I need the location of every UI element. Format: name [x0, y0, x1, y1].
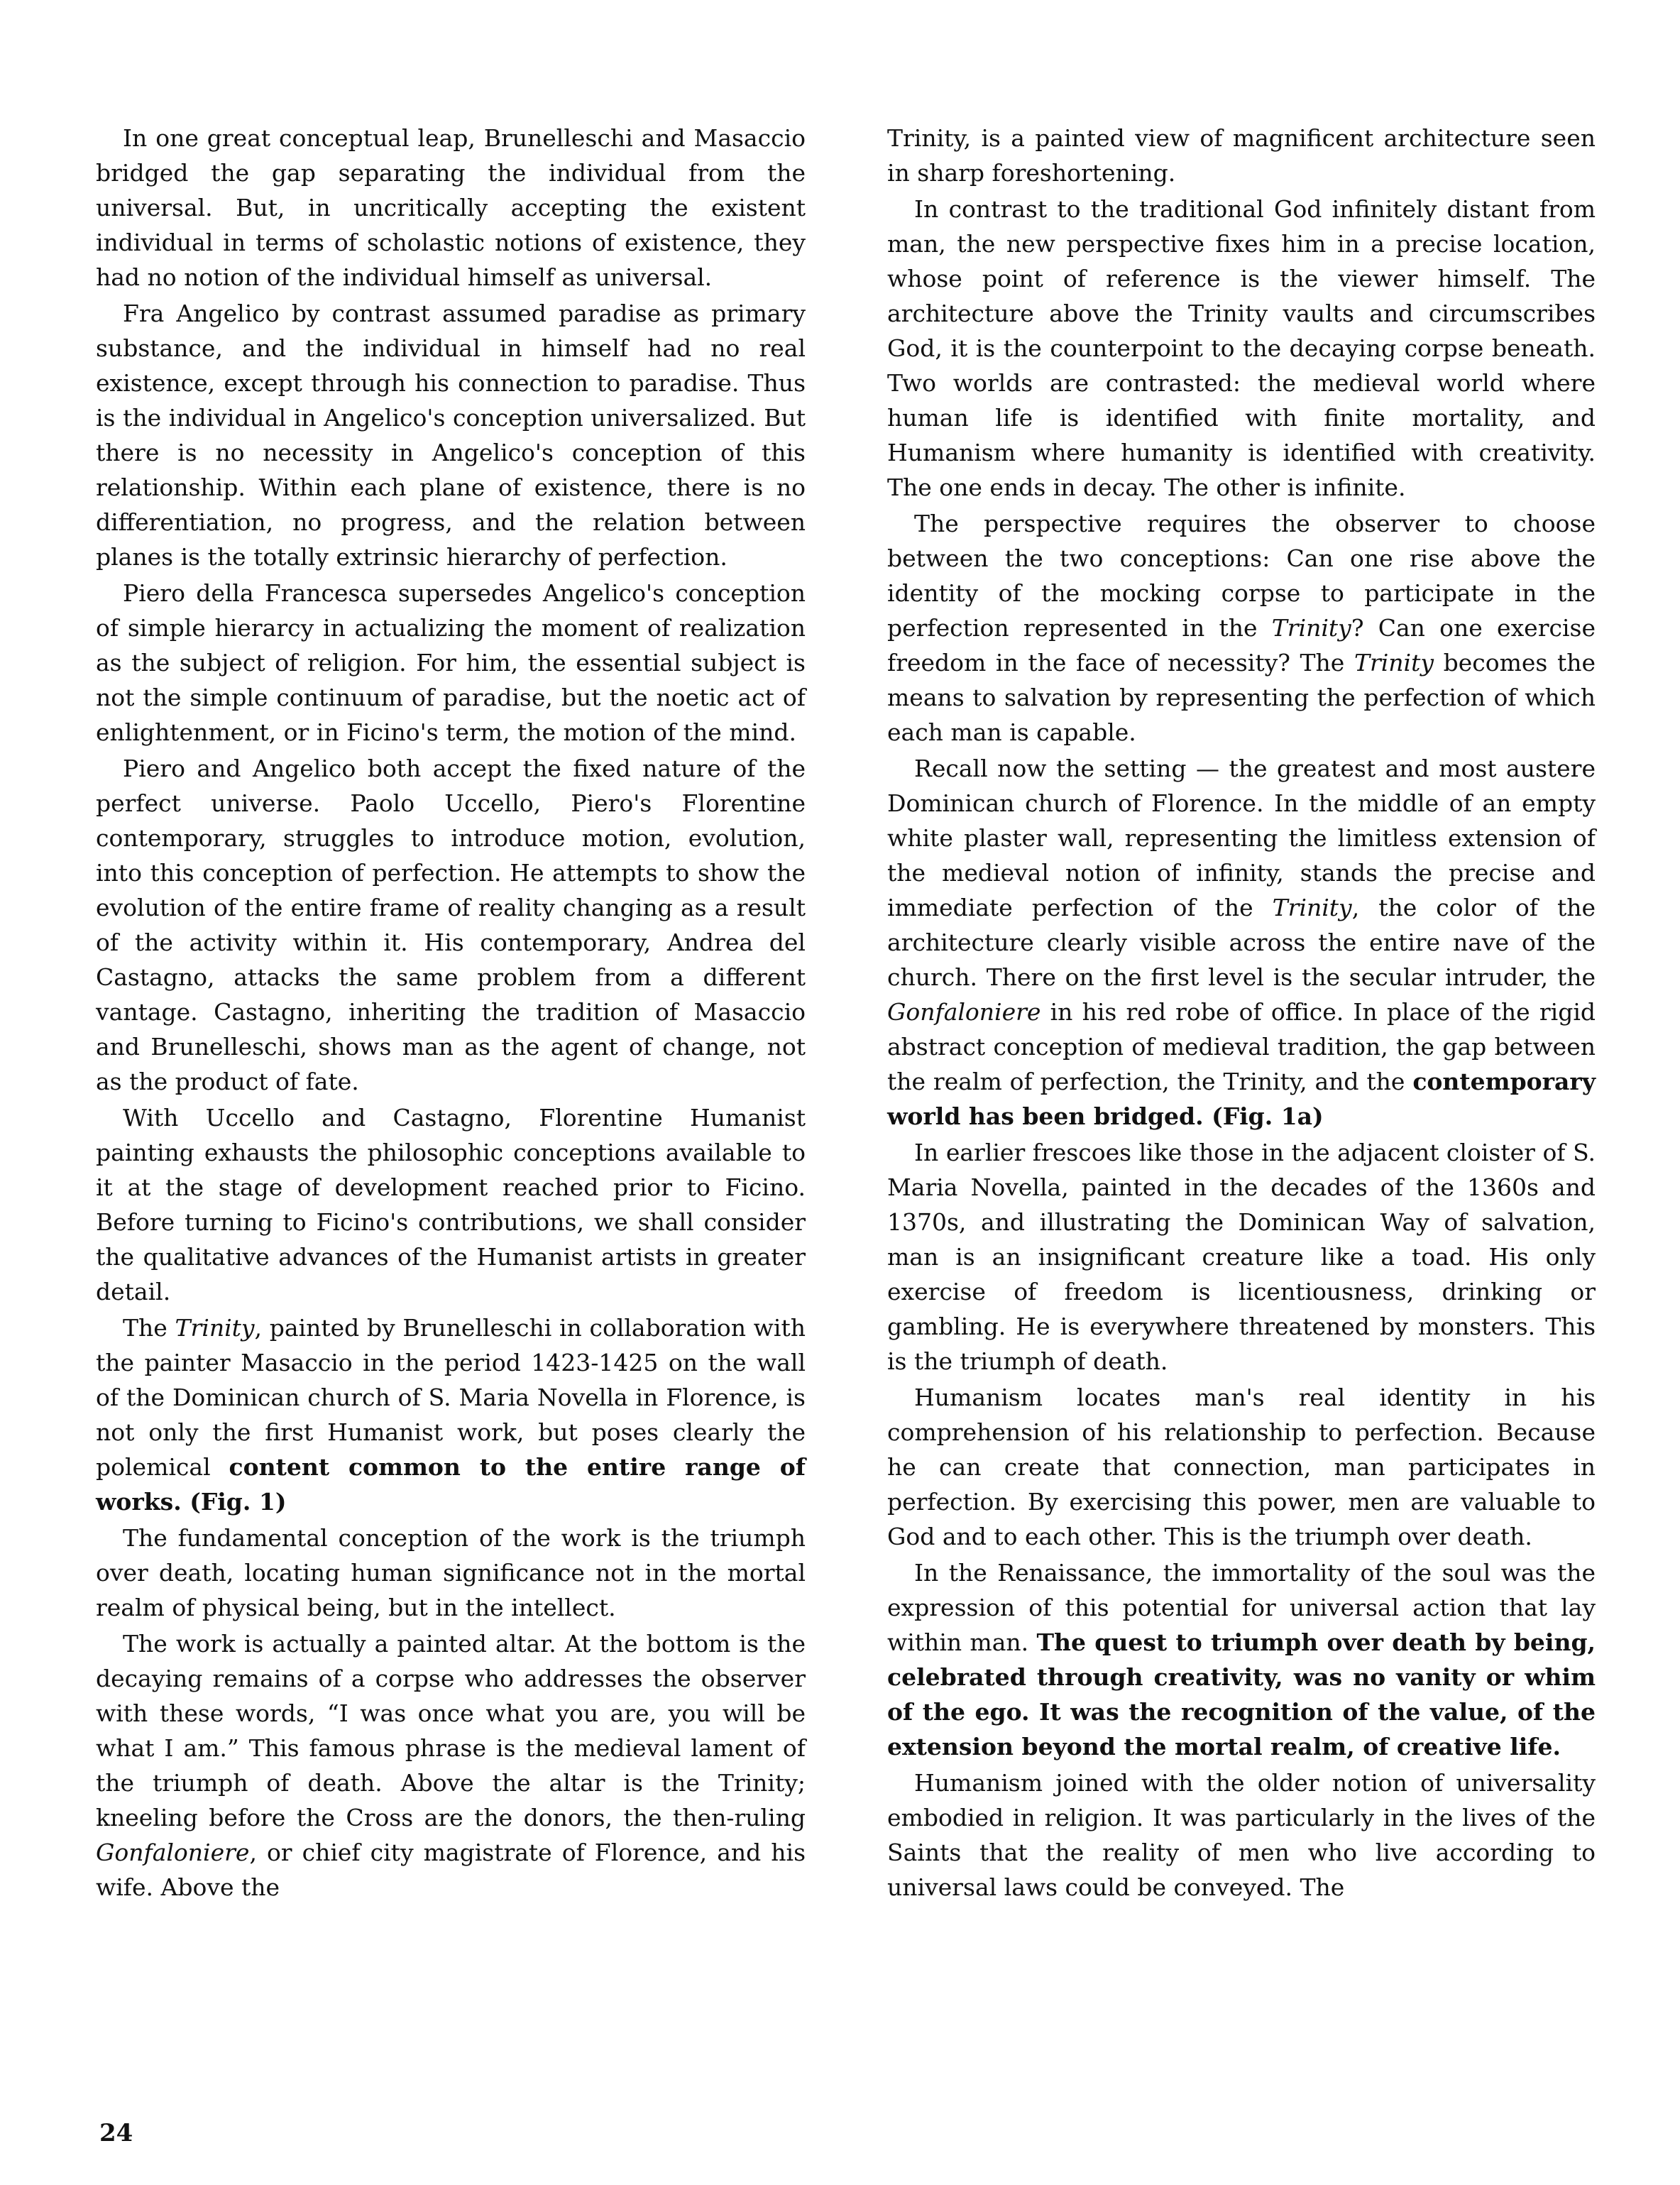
paragraph: [887, 1555, 1596, 1764]
paragraph-text: , painted by Brunelleschi in collaboration with the painter Masaccio in the period 1423-1425 on the wall of the Dominican church of S. Maria Novella in Florence, is not only the first Humanist work, but poses clearly the polemical: [96, 1314, 806, 1481]
paragraph-text: In the Renaissance, the immortality of the soul was the expression of this potential for universal action that lay within man.: [887, 1559, 1596, 1656]
paragraph-text: , the color of the architecture clearly visible across the entire nave of the church. There on the first level is the secular intruder, the: [887, 894, 1596, 991]
paragraph: With Uccello and Castagno, Florentine Humanist painting exhausts the philosophic conceptions available to it at the stage of development reached prior to Ficino. Before turning to Ficino's contributions, we shall consider the qualitative advances of the Humanist artists in greater detail.: [96, 1104, 806, 1305]
paragraph-text-bold: content common to the entire range of works. (Fig. 1): [96, 1453, 806, 1516]
artwork-title: Trinity: [1272, 894, 1352, 921]
term-emphasis: Gonfaloniere: [887, 998, 1041, 1026]
page-number: 24: [99, 2119, 133, 2147]
paragraph: Humanism locates man's real identity in his comprehension of his relationship to perfection. Because he can create that connection, man participates in perfection. By exercising this power, men are valuable to God and to each other. This is the triumph over death.: [887, 1384, 1596, 1550]
paragraph-text: The perspective requires the observer to choose between the two conceptions: Can one rise above the identity of the mocking corpse to participate in the perfection represented in the: [887, 510, 1596, 642]
paragraph: In earlier frescoes like those in the adjacent cloister of S. Maria Novella, painted in the decades of the 1360s and 1370s, and illustrating the Dominican Way of salvation, man is an insignificant creature like a toad. His only exercise of freedom is licentiousness, drinking or gambling. He is everywhere threatened by monsters. This is the triumph of death.: [887, 1139, 1596, 1375]
artwork-title: Trinity: [1271, 614, 1351, 642]
artwork-title: Trinity: [1354, 649, 1434, 677]
paragraph-text: , or chief city magistrate of Florence, and his wife. Above the: [96, 1839, 806, 1901]
paragraph: The fundamental conception of the work is the triumph over death, locating human significance not in the mortal realm of physical being, but in the intellect.: [96, 1524, 806, 1621]
paragraph: Piero and Angelico both accept the fixed nature of the perfect universe. Paolo Uccello, Piero's Florentine contemporary, struggles to introduce motion, evolution, into this conception of perfection. He attempts to show the evolution of the entire frame of reality changing as a result of the activity within it. His contemporary, Andrea del Castagno, attacks the same problem from a different vantage. Castagno, inheriting the tradition of Masaccio and Brunelleschi, shows man as the agent of change, not as the product of fate.: [96, 755, 806, 1095]
term-emphasis: Gonfaloniere: [96, 1839, 250, 1866]
paragraph: Humanism joined with the older notion of universality embodied in religion. It was particularly in the lives of the Saints that the reality of men who live according to universal laws could be conveyed. The: [887, 1769, 1596, 1901]
paragraph: [96, 1626, 806, 1905]
paragraph-text-bold: The quest to triumph over death by being, celebrated through creativity, was no vanity or whim of the ego. It was the recognition of the value, of the extension beyond the mortal realm, of creative life.: [887, 1628, 1596, 1760]
paragraph: [887, 751, 1596, 1134]
paragraph-text: Recall now the setting — the greatest and most austere Dominican church of Florence. In the middle of an empty white plaster wall, representing the limitless extension of the medieval notion of infinity, stands the precise and immediate perfection of the: [887, 755, 1596, 921]
paragraph: [887, 506, 1596, 750]
paragraph-text: The work is actually a painted altar. At the bottom is the decaying remains of a corpse who addresses the observer with these words, “I was once what you are, you will be what I am.” This famous phrase is the medieval lament of the triumph of death. Above the altar is the Trinity; kneeling before the Cross are the donors, the then-ruling: [96, 1630, 806, 1831]
paragraph-text: becomes the means to salvation by representing the perfection of which each man is capable.: [887, 649, 1596, 746]
paragraph: [96, 1310, 806, 1519]
left-column: [96, 121, 806, 1906]
right-column: [887, 121, 1596, 1906]
paragraph-text: in his red robe of office. In place of the rigid abstract conception of medieval tradition, the gap between the realm of perfection, the Trinity, and the: [887, 998, 1596, 1095]
paragraph: In contrast to the traditional God infinitely distant from man, the new perspective fixes him in a precise location, whose point of reference is the viewer himself. The architecture above the Trinity vaults and circumscribes God, it is the counterpoint to the decaying corpse beneath. Two worlds are contrasted: the medieval world where human life is identified with finite mortality, and Humanism where humanity is identified with creativity. The one ends in decay. The other is infinite.: [887, 195, 1596, 501]
paragraph-text: ? Can one exercise freedom in the face of necessity? The: [887, 614, 1596, 677]
paragraph: In one great conceptual leap, Brunelleschi and Masaccio bridged the gap separating the individual from the universal. But, in uncritically accepting the existent individual in terms of scholastic notions of existence, they had no notion of the individual himself as universal.: [96, 124, 806, 291]
paragraph: Trinity, is a painted view of magnificent architecture seen in sharp foreshortening.: [887, 124, 1596, 187]
artwork-title: Trinity: [175, 1314, 255, 1342]
paragraph-text: The: [123, 1314, 175, 1342]
paragraph-text-bold: contemporary world has been bridged. (Fig. 1a): [887, 1068, 1596, 1130]
paragraph: Fra Angelico by contrast assumed paradise as primary substance, and the individual in himself had no real existence, except through his connection to paradise. Thus is the individual in Angelico's conception universalized. But there is no necessity in Angelico's conception of this relationship. Within each plane of existence, there is no differentiation, no progress, and the relation between planes is the totally extrinsic hierarchy of perfection.: [96, 300, 806, 571]
paragraph: Piero della Francesca supersedes Angelico's conception of simple hierarcy in actualizing the moment of realization as the subject of religion. For him, the essential subject is not the simple continuum of paradise, but the noetic act of enlightenment, or in Ficino's term, the motion of the mind.: [96, 579, 806, 746]
